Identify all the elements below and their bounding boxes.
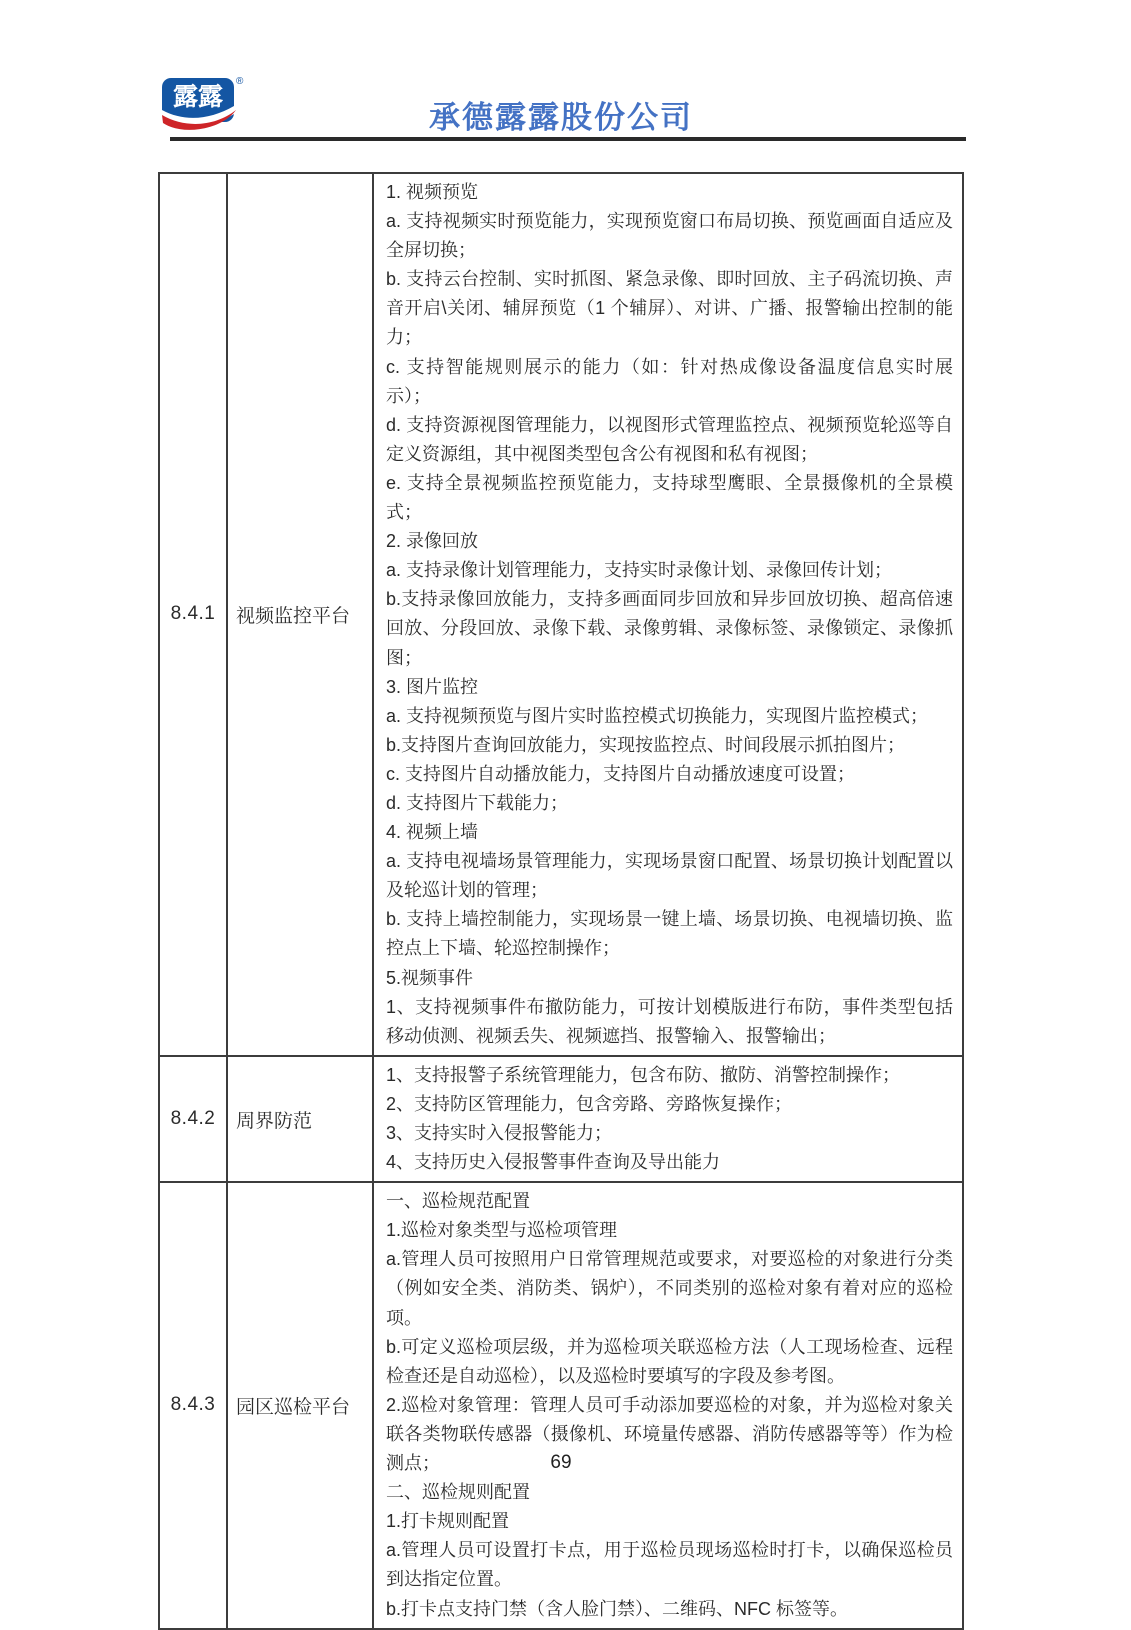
row-content-cell xyxy=(373,1182,963,1628)
content-line: 3. 图片监控 xyxy=(386,676,479,697)
registered-mark-icon: ® xyxy=(236,76,244,87)
content-line: b.支持录像回放能力，支持多画面同步回放和异步回放切换、超高倍速回放、分段回放、录像下载、录像剪辑、录像标签、录像锁定、录像抓图； xyxy=(386,589,953,668)
content-line: 3、支持实时入侵报警能力； xyxy=(386,1123,613,1143)
table-row-841 xyxy=(159,173,963,1056)
page-title: 承德露露股份公司 xyxy=(429,100,693,135)
row-title-cell: 园区巡检平台 xyxy=(227,1182,373,1628)
content-lines xyxy=(386,1061,953,1177)
content-line: b.打卡点支持门禁（含人脸门禁）、二维码、NFC 标签等。 xyxy=(386,1598,849,1619)
content-line: 2. 录像回放 xyxy=(386,531,479,552)
content-line: d. 支持图片下载能力； xyxy=(386,792,569,813)
content-line: a.管理人员可按照用户日常管理规范或要求，对要巡检的对象进行分类（例如安全类、消防类、锅炉），不同类别的巡检对象有着对应的巡检项。 xyxy=(386,1249,953,1328)
content-lines xyxy=(386,1187,953,1623)
row-id-cell: 8.4.1 xyxy=(159,173,227,1056)
row-content-cell xyxy=(373,173,963,1056)
content-line: e. 支持全景视频监控预览能力，支持球型鹰眼、全景摄像机的全景模式； xyxy=(386,472,953,523)
content-line: a. 支持电视墙场景管理能力，实现场景窗口配置、场景切换计划配置以及轮巡计划的管理； xyxy=(386,851,953,901)
content-line: 二、巡检规则配置 xyxy=(386,1482,530,1503)
content-line: a. 支持录像计划管理能力，支持实时录像计划、录像回传计划； xyxy=(386,560,893,581)
content-line: 5.视频事件 xyxy=(386,967,474,988)
spec-table xyxy=(158,172,964,1630)
content-line: 1.巡检对象类型与巡检项管理 xyxy=(386,1220,618,1241)
content-line: a. 支持视频预览与图片实时监控模式切换能力，实现图片监控模式； xyxy=(386,705,929,726)
content-line: b. 支持上墙控制能力，实现场景一键上墙、场景切换、电视墙切换、监控点上下墙、轮巡控制操作； xyxy=(386,909,953,959)
content-line: 4、支持历史入侵报警事件查询及导出能力 xyxy=(386,1152,721,1173)
row-title-cell: 周界防范 xyxy=(227,1056,373,1182)
content-line: 2.巡检对象管理：管理人员可手动添加要巡检的对象，并为巡检对象关联各类物联传感器（摄像机、环境量传感器、消防传感器等等）作为检测点； xyxy=(386,1394,953,1474)
table-row-843 xyxy=(159,1182,963,1628)
table-row-842 xyxy=(159,1056,963,1182)
row-id-cell: 8.4.3 xyxy=(159,1182,227,1628)
content-line: 1、支持报警子系统管理能力，包含布防、撤防、消警控制操作； xyxy=(386,1064,901,1085)
content-line: b.支持图片查询回放能力，实现按监控点、时间段展示抓拍图片； xyxy=(386,734,906,755)
row-title-cell: 视频监控平台 xyxy=(227,173,373,1056)
content-line: 1、支持视频事件布撤防能力，可按计划模版进行布防，事件类型包括移动侦测、视频丢失、视频遮挡、报警输入、报警输出； xyxy=(386,996,953,1046)
content-line: b.可定义巡检项层级，并为巡检项关联巡检方法（人工现场检查、远程检查还是自动巡检），以及巡检时要填写的字段及参考图。 xyxy=(386,1336,953,1386)
content-line: c. 支持智能规则展示的能力（如：针对热成像设备温度信息实时展示）； xyxy=(386,356,953,406)
content-line: a.管理人员可设置打卡点，用于巡检员现场巡检时打卡，以确保巡检员到达指定位置。 xyxy=(386,1540,953,1590)
content-line: 一、巡检规范配置 xyxy=(386,1191,530,1212)
content-line: a. 支持视频实时预览能力，实现预览窗口布局切换、预览画面自适应及全屏切换； xyxy=(386,211,953,261)
logo-text: 露露 xyxy=(172,83,224,111)
content-line: c. 支持图片自动播放能力，支持图片自动播放速度可设置； xyxy=(386,763,855,784)
content-line: 4. 视频上墙 xyxy=(386,822,479,843)
row-content-cell xyxy=(373,1056,963,1182)
content-line: d. 支持资源视图管理能力，以视图形式管理监控点、视频预览轮巡等自定义资源组，其中视图类型包含公有视图和私有视图； xyxy=(386,414,953,464)
content-lines xyxy=(386,178,953,1051)
page-number: 69 xyxy=(550,1452,572,1473)
content-line: 1.打卡规则配置 xyxy=(386,1511,510,1532)
header-divider xyxy=(170,137,966,141)
content-line: b. 支持云台控制、实时抓图、紧急录像、即时回放、主子码流切换、声音开启\关闭、辅屏预览（1 个辅屏）、对讲、广播、报警输出控制的能力； xyxy=(386,269,953,348)
row-id-cell: 8.4.2 xyxy=(159,1056,227,1182)
content-line: 1. 视频预览 xyxy=(386,182,479,202)
content-line: 2、支持防区管理能力，包含旁路、旁路恢复操作； xyxy=(386,1093,793,1114)
